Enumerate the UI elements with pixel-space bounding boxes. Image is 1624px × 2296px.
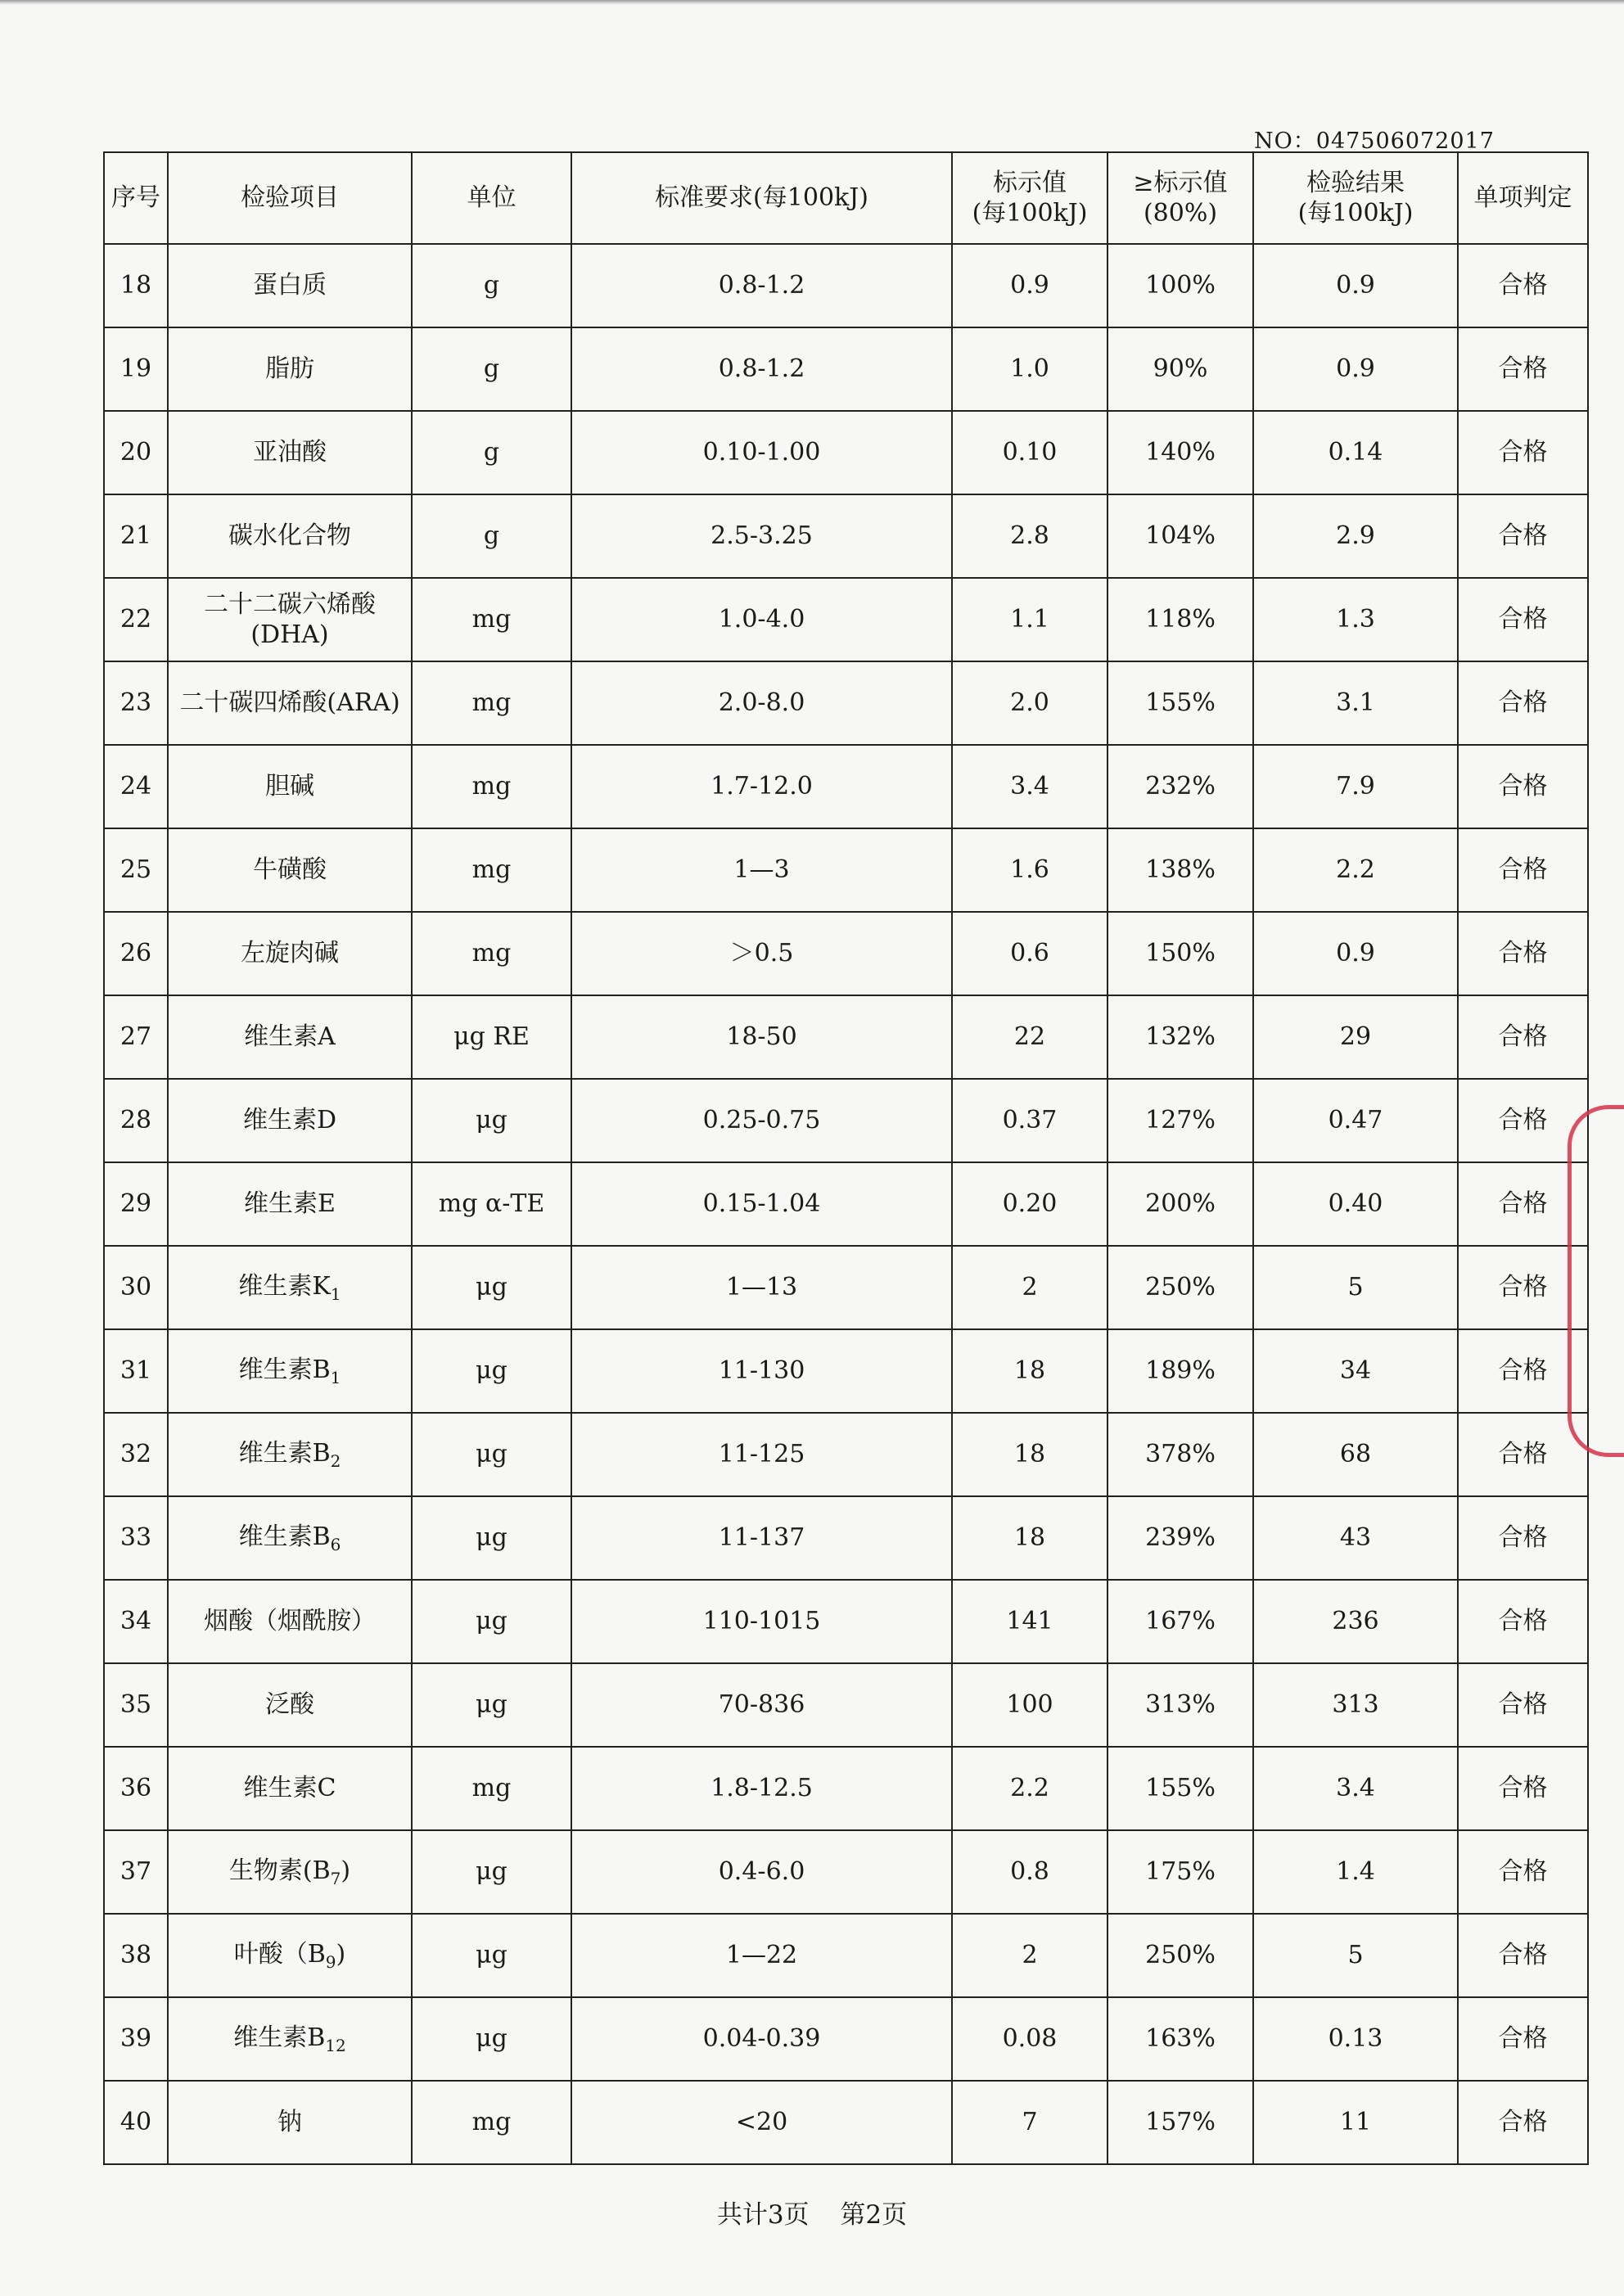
cell-label-value: 18 bbox=[952, 1496, 1107, 1580]
cell-percent: 118% bbox=[1107, 578, 1253, 661]
cell-label-value: 2 bbox=[952, 1246, 1107, 1329]
table-row bbox=[104, 1496, 1588, 1580]
table-row bbox=[104, 745, 1588, 828]
cell-unit: μg bbox=[412, 1413, 571, 1496]
cell-judgement: 合格 bbox=[1458, 1914, 1588, 1997]
cell-percent: 163% bbox=[1107, 1997, 1253, 2081]
cell-seq: 36 bbox=[104, 1747, 168, 1830]
cell-percent: 200% bbox=[1107, 1162, 1253, 1246]
cell-seq: 37 bbox=[104, 1830, 168, 1914]
cell-item bbox=[168, 1663, 412, 1747]
table-row bbox=[104, 2081, 1588, 2164]
cell-unit: g bbox=[412, 327, 571, 411]
cell-percent: 140% bbox=[1107, 411, 1253, 494]
cell-percent: 155% bbox=[1107, 1747, 1253, 1830]
cell-item bbox=[168, 411, 412, 494]
cell-result: 0.9 bbox=[1253, 244, 1458, 327]
cell-standard: 1.0-4.0 bbox=[571, 578, 952, 661]
cell-item bbox=[168, 661, 412, 745]
cell-item bbox=[168, 828, 412, 912]
table-row bbox=[104, 828, 1588, 912]
table-row bbox=[104, 661, 1588, 745]
cell-standard: 18-50 bbox=[571, 995, 952, 1079]
cell-seq: 28 bbox=[104, 1079, 168, 1162]
cell-unit: mg bbox=[412, 2081, 571, 2164]
cell-judgement: 合格 bbox=[1458, 745, 1588, 828]
cell-unit: μg bbox=[412, 1329, 571, 1413]
cell-result: 1.3 bbox=[1253, 578, 1458, 661]
cell-seq: 27 bbox=[104, 995, 168, 1079]
current-page: 第2页 bbox=[840, 2200, 908, 2230]
inspection-seal-stamp bbox=[1568, 1105, 1624, 1457]
item-name: 泛酸 bbox=[265, 1690, 314, 1720]
cell-standard: 11-130 bbox=[571, 1329, 952, 1413]
cell-item bbox=[168, 1496, 412, 1580]
item-subscript: 6 bbox=[330, 1534, 341, 1554]
cell-item bbox=[168, 494, 412, 578]
cell-standard: 1—22 bbox=[571, 1914, 952, 1997]
cell-result: 29 bbox=[1253, 995, 1458, 1079]
cell-result: 0.40 bbox=[1253, 1162, 1458, 1246]
cell-standard: 2.0-8.0 bbox=[571, 661, 952, 745]
item-name: 叶酸（B bbox=[233, 1939, 326, 1969]
cell-judgement: 合格 bbox=[1458, 1830, 1588, 1914]
cell-standard: 1.7-12.0 bbox=[571, 745, 952, 828]
total-pages: 共计3页 bbox=[716, 2200, 810, 2230]
cell-percent: 250% bbox=[1107, 1246, 1253, 1329]
item-name: 维生素A bbox=[244, 1022, 336, 1052]
cell-unit: μg bbox=[412, 1914, 571, 1997]
cell-label-value: 18 bbox=[952, 1413, 1107, 1496]
item-suffix: ) bbox=[341, 1856, 351, 1885]
header-judgement: 单项判定 bbox=[1458, 152, 1588, 244]
table-row bbox=[104, 1580, 1588, 1663]
cell-percent: 313% bbox=[1107, 1663, 1253, 1747]
item-name: 左旋肉碱 bbox=[241, 939, 339, 968]
cell-item bbox=[168, 1914, 412, 1997]
item-name: 亚油酸 bbox=[253, 438, 327, 467]
header-seq: 序号 bbox=[104, 152, 168, 244]
cell-label-value: 2.2 bbox=[952, 1747, 1107, 1830]
item-name: 钠 bbox=[277, 2108, 302, 2137]
cell-label-value: 2.8 bbox=[952, 494, 1107, 578]
cell-unit: g bbox=[412, 411, 571, 494]
cell-seq: 32 bbox=[104, 1413, 168, 1496]
item-name: 维生素D bbox=[242, 1106, 337, 1135]
cell-standard: 0.4-6.0 bbox=[571, 1830, 952, 1914]
table-row bbox=[104, 1914, 1588, 1997]
cell-seq: 39 bbox=[104, 1997, 168, 2081]
cell-item bbox=[168, 1747, 412, 1830]
cell-standard: 0.15-1.04 bbox=[571, 1162, 952, 1246]
cell-unit: mg bbox=[412, 661, 571, 745]
cell-percent: 167% bbox=[1107, 1580, 1253, 1663]
cell-percent: 138% bbox=[1107, 828, 1253, 912]
item-subscript: 9 bbox=[325, 1951, 336, 1972]
cell-label-value: 1.6 bbox=[952, 828, 1107, 912]
cell-judgement: 合格 bbox=[1458, 411, 1588, 494]
item-name: 维生素B bbox=[238, 1522, 331, 1551]
cell-result: 1.4 bbox=[1253, 1830, 1458, 1914]
cell-item bbox=[168, 1079, 412, 1162]
cell-percent: 175% bbox=[1107, 1830, 1253, 1914]
cell-label-value: 0.10 bbox=[952, 411, 1107, 494]
cell-result: 0.9 bbox=[1253, 912, 1458, 995]
cell-percent: 189% bbox=[1107, 1329, 1253, 1413]
cell-seq: 40 bbox=[104, 2081, 168, 2164]
cell-seq: 38 bbox=[104, 1914, 168, 1997]
cell-item bbox=[168, 912, 412, 995]
cell-seq: 30 bbox=[104, 1246, 168, 1329]
cell-label-value: 3.4 bbox=[952, 745, 1107, 828]
cell-seq: 34 bbox=[104, 1580, 168, 1663]
cell-judgement: 合格 bbox=[1458, 1162, 1588, 1246]
cell-result: 5 bbox=[1253, 1914, 1458, 1997]
table-row bbox=[104, 912, 1588, 995]
item-name: 烟酸（烟酰胺） bbox=[204, 1607, 376, 1636]
cell-unit: μg bbox=[412, 1580, 571, 1663]
cell-item bbox=[168, 2081, 412, 2164]
item-subscript: 7 bbox=[330, 1868, 341, 1888]
item-name: 维生素E bbox=[244, 1189, 336, 1219]
cell-seq: 33 bbox=[104, 1496, 168, 1580]
cell-standard: 0.8-1.2 bbox=[571, 327, 952, 411]
cell-seq: 29 bbox=[104, 1162, 168, 1246]
cell-item bbox=[168, 745, 412, 828]
cell-judgement: 合格 bbox=[1458, 912, 1588, 995]
cell-judgement: 合格 bbox=[1458, 244, 1588, 327]
cell-item bbox=[168, 244, 412, 327]
cell-seq: 18 bbox=[104, 244, 168, 327]
cell-unit: μg bbox=[412, 1496, 571, 1580]
report-number: NO：047506072017 bbox=[1254, 129, 1495, 154]
cell-standard: 11-125 bbox=[571, 1413, 952, 1496]
table-row bbox=[104, 578, 1588, 661]
cell-seq: 20 bbox=[104, 411, 168, 494]
page-footer bbox=[0, 2194, 1624, 2231]
cell-result: 0.13 bbox=[1253, 1997, 1458, 2081]
cell-standard: 110-1015 bbox=[571, 1580, 952, 1663]
cell-unit: mg bbox=[412, 745, 571, 828]
cell-item bbox=[168, 1413, 412, 1496]
table-row bbox=[104, 327, 1588, 411]
cell-label-value: 0.37 bbox=[952, 1079, 1107, 1162]
cell-result: 0.9 bbox=[1253, 327, 1458, 411]
table-row bbox=[104, 244, 1588, 327]
cell-standard: ＞0.5 bbox=[571, 912, 952, 995]
cell-label-value: 100 bbox=[952, 1663, 1107, 1747]
cell-judgement: 合格 bbox=[1458, 1663, 1588, 1747]
table-row bbox=[104, 494, 1588, 578]
cell-seq: 25 bbox=[104, 828, 168, 912]
cell-percent: 90% bbox=[1107, 327, 1253, 411]
cell-standard: 1—3 bbox=[571, 828, 952, 912]
cell-unit: μg bbox=[412, 1997, 571, 2081]
cell-label-value: 0.6 bbox=[952, 912, 1107, 995]
cell-standard: 0.8-1.2 bbox=[571, 244, 952, 327]
cell-unit: mg bbox=[412, 912, 571, 995]
item-name: 蛋白质 bbox=[253, 271, 327, 300]
item-subscript: 1 bbox=[330, 1367, 341, 1387]
item-name: 脂肪 bbox=[265, 354, 314, 384]
cell-seq: 19 bbox=[104, 327, 168, 411]
cell-judgement: 合格 bbox=[1458, 1747, 1588, 1830]
item-subscript: 12 bbox=[325, 2035, 346, 2055]
cell-label-value: 22 bbox=[952, 995, 1107, 1079]
cell-unit: μg bbox=[412, 1079, 571, 1162]
cell-unit: mg bbox=[412, 828, 571, 912]
header-label-value: 标示值 (每100kJ) bbox=[952, 152, 1107, 244]
cell-result: 11 bbox=[1253, 2081, 1458, 2164]
cell-standard: 1.8-12.5 bbox=[571, 1747, 952, 1830]
cell-item bbox=[168, 1830, 412, 1914]
cell-percent: 250% bbox=[1107, 1914, 1253, 1997]
cell-percent: 104% bbox=[1107, 494, 1253, 578]
item-name: 维生素K bbox=[238, 1271, 331, 1301]
table-row bbox=[104, 1997, 1588, 2081]
header-result: 检验结果 (每100kJ) bbox=[1253, 152, 1458, 244]
cell-standard: 2.5-3.25 bbox=[571, 494, 952, 578]
cell-result: 236 bbox=[1253, 1580, 1458, 1663]
cell-seq: 26 bbox=[104, 912, 168, 995]
cell-unit: μg bbox=[412, 1830, 571, 1914]
cell-item bbox=[168, 1580, 412, 1663]
cell-seq: 31 bbox=[104, 1329, 168, 1413]
cell-unit: mg bbox=[412, 578, 571, 661]
table-row bbox=[104, 1079, 1588, 1162]
cell-label-value: 1.1 bbox=[952, 578, 1107, 661]
cell-item bbox=[168, 578, 412, 661]
table-row bbox=[104, 411, 1588, 494]
item-name: 维生素B bbox=[238, 1355, 331, 1384]
table-row bbox=[104, 1329, 1588, 1413]
cell-result: 43 bbox=[1253, 1496, 1458, 1580]
cell-judgement: 合格 bbox=[1458, 1496, 1588, 1580]
item-name: 二十碳四烯酸(ARA) bbox=[179, 688, 400, 718]
cell-item bbox=[168, 1997, 412, 2081]
cell-percent: 150% bbox=[1107, 912, 1253, 995]
cell-item bbox=[168, 1162, 412, 1246]
cell-unit: mg α-TE bbox=[412, 1162, 571, 1246]
cell-label-value: 0.08 bbox=[952, 1997, 1107, 2081]
cell-percent: 127% bbox=[1107, 1079, 1253, 1162]
cell-judgement: 合格 bbox=[1458, 995, 1588, 1079]
item-name: 碳水化合物 bbox=[228, 521, 351, 551]
cell-result: 5 bbox=[1253, 1246, 1458, 1329]
table-row bbox=[104, 995, 1588, 1079]
cell-label-value: 18 bbox=[952, 1329, 1107, 1413]
cell-label-value: 2.0 bbox=[952, 661, 1107, 745]
cell-judgement: 合格 bbox=[1458, 1580, 1588, 1663]
cell-label-value: 0.20 bbox=[952, 1162, 1107, 1246]
cell-result: 313 bbox=[1253, 1663, 1458, 1747]
inspection-results-table bbox=[103, 151, 1589, 2165]
cell-item bbox=[168, 995, 412, 1079]
cell-label-value: 2 bbox=[952, 1914, 1107, 1997]
cell-seq: 24 bbox=[104, 745, 168, 828]
header-unit: 单位 bbox=[412, 152, 571, 244]
cell-unit: μg RE bbox=[412, 995, 571, 1079]
cell-result: 34 bbox=[1253, 1329, 1458, 1413]
header-percent: ≥标示值 (80%) bbox=[1107, 152, 1253, 244]
table-row bbox=[104, 1162, 1588, 1246]
cell-label-value: 1.0 bbox=[952, 327, 1107, 411]
cell-judgement: 合格 bbox=[1458, 1997, 1588, 2081]
cell-unit: g bbox=[412, 244, 571, 327]
cell-standard: 70-836 bbox=[571, 1663, 952, 1747]
cell-label-value: 141 bbox=[952, 1580, 1107, 1663]
cell-percent: 239% bbox=[1107, 1496, 1253, 1580]
cell-unit: g bbox=[412, 494, 571, 578]
table-row bbox=[104, 1830, 1588, 1914]
cell-seq: 35 bbox=[104, 1663, 168, 1747]
cell-result: 2.9 bbox=[1253, 494, 1458, 578]
item-name: 生物素(B bbox=[228, 1856, 331, 1885]
item-name: 胆碱 bbox=[265, 772, 314, 801]
cell-judgement: 合格 bbox=[1458, 2081, 1588, 2164]
cell-judgement: 合格 bbox=[1458, 828, 1588, 912]
table-row bbox=[104, 1246, 1588, 1329]
cell-result: 2.2 bbox=[1253, 828, 1458, 912]
cell-judgement: 合格 bbox=[1458, 1246, 1588, 1329]
cell-judgement: 合格 bbox=[1458, 661, 1588, 745]
cell-item bbox=[168, 1329, 412, 1413]
item-name: 维生素B bbox=[233, 2023, 326, 2052]
cell-result: 0.47 bbox=[1253, 1079, 1458, 1162]
cell-percent: 155% bbox=[1107, 661, 1253, 745]
cell-percent: 100% bbox=[1107, 244, 1253, 327]
cell-judgement: 合格 bbox=[1458, 1329, 1588, 1413]
cell-unit: μg bbox=[412, 1246, 571, 1329]
item-name: 牛磺酸 bbox=[253, 855, 327, 885]
cell-result: 3.1 bbox=[1253, 661, 1458, 745]
cell-standard: 0.25-0.75 bbox=[571, 1079, 952, 1162]
cell-standard: 0.04-0.39 bbox=[571, 1997, 952, 2081]
cell-standard: 1—13 bbox=[571, 1246, 952, 1329]
cell-judgement: 合格 bbox=[1458, 327, 1588, 411]
cell-label-value: 0.9 bbox=[952, 244, 1107, 327]
item-suffix: ) bbox=[336, 1939, 346, 1969]
cell-seq: 21 bbox=[104, 494, 168, 578]
cell-item bbox=[168, 327, 412, 411]
cell-percent: 378% bbox=[1107, 1413, 1253, 1496]
cell-result: 0.14 bbox=[1253, 411, 1458, 494]
cell-seq: 23 bbox=[104, 661, 168, 745]
cell-seq: 22 bbox=[104, 578, 168, 661]
cell-percent: 157% bbox=[1107, 2081, 1253, 2164]
cell-unit: mg bbox=[412, 1747, 571, 1830]
table-header-row bbox=[104, 152, 1588, 244]
item-name: 维生素C bbox=[243, 1774, 336, 1803]
table-row bbox=[104, 1663, 1588, 1747]
cell-label-value: 0.8 bbox=[952, 1830, 1107, 1914]
cell-judgement: 合格 bbox=[1458, 1413, 1588, 1496]
cell-percent: 132% bbox=[1107, 995, 1253, 1079]
cell-standard: 11-137 bbox=[571, 1496, 952, 1580]
cell-judgement: 合格 bbox=[1458, 578, 1588, 661]
item-subscript: 2 bbox=[330, 1450, 341, 1471]
cell-judgement: 合格 bbox=[1458, 1079, 1588, 1162]
header-item: 检验项目 bbox=[168, 152, 412, 244]
cell-item bbox=[168, 1246, 412, 1329]
cell-unit: μg bbox=[412, 1663, 571, 1747]
cell-percent: 232% bbox=[1107, 745, 1253, 828]
cell-judgement: 合格 bbox=[1458, 494, 1588, 578]
table-row bbox=[104, 1413, 1588, 1496]
header-standard: 标准要求(每100kJ) bbox=[571, 152, 952, 244]
item-subscript: 1 bbox=[330, 1283, 341, 1304]
cell-result: 3.4 bbox=[1253, 1747, 1458, 1830]
cell-result: 68 bbox=[1253, 1413, 1458, 1496]
table-row bbox=[104, 1747, 1588, 1830]
cell-result: 7.9 bbox=[1253, 745, 1458, 828]
cell-standard: 0.10-1.00 bbox=[571, 411, 952, 494]
item-name: 维生素B bbox=[238, 1438, 331, 1468]
cell-label-value: 7 bbox=[952, 2081, 1107, 2164]
item-name: 二十二碳六烯酸 (DHA) bbox=[204, 589, 376, 649]
cell-standard: <20 bbox=[571, 2081, 952, 2164]
scan-edge bbox=[0, 0, 1624, 5]
